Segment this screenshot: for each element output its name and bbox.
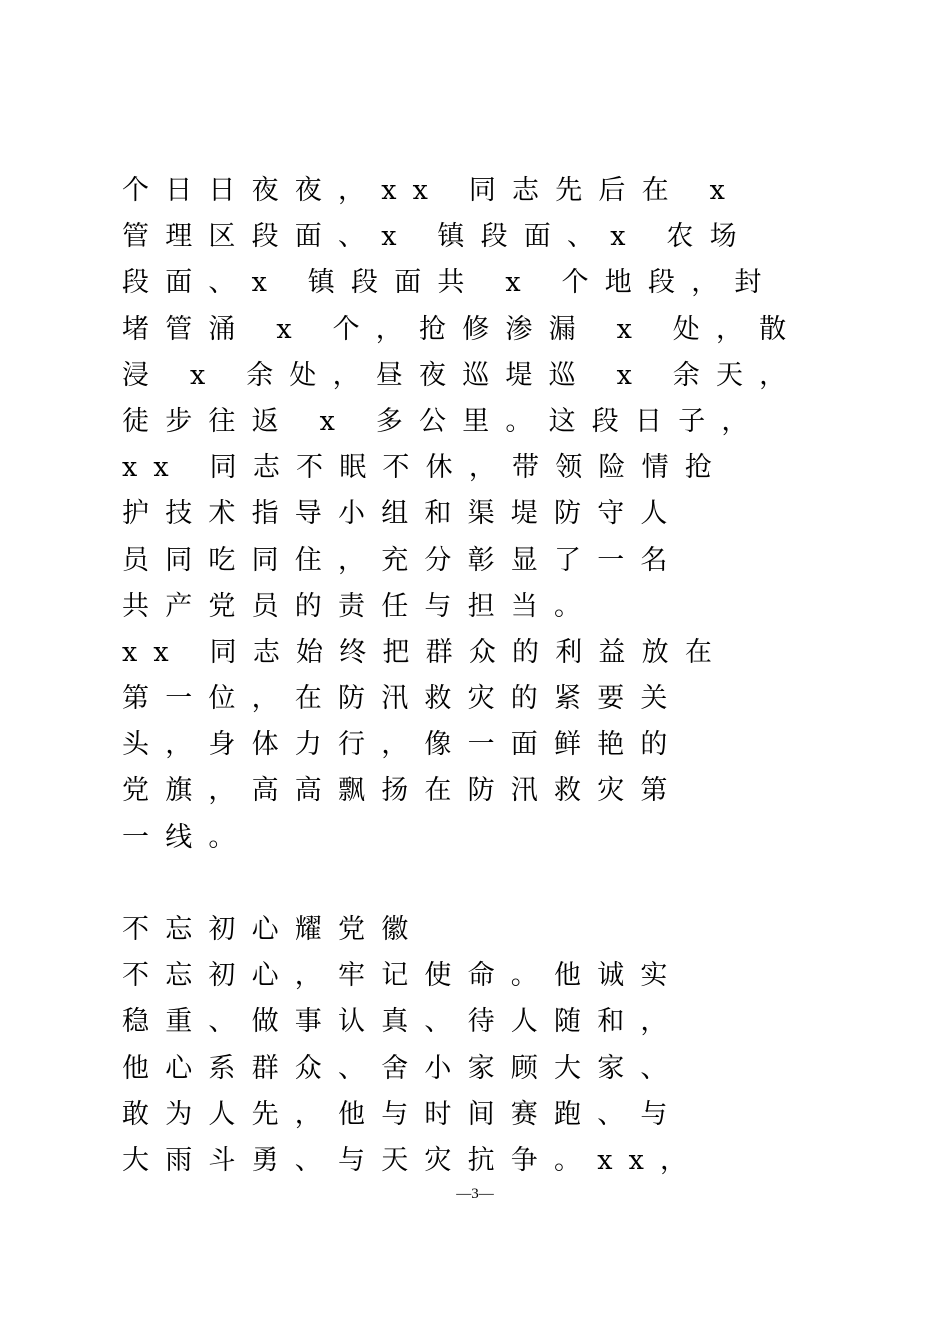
text-line: 管理区段面、x 镇段面、x 农场 [122, 221, 753, 253]
text-line: 不忘初心，牢记使命。他诚实 [122, 960, 684, 992]
text-line: 徒步往返 x 多公里。这段日子， [122, 405, 765, 437]
paragraph-2 [122, 630, 822, 861]
text-line: 他心系群众、舍小家顾大家、 [122, 1052, 684, 1084]
body-text [122, 168, 822, 1184]
text-line: 个日日夜夜，xx 同志先后在 x [122, 175, 742, 206]
page-number: —3— [456, 1186, 494, 1202]
text-line: 敢为人先，他与时间赛跑、与 [122, 1098, 684, 1130]
text-line: 稳重、做事认真、待人随和， [122, 1006, 684, 1038]
text-line: 一线。 [122, 821, 252, 853]
text-line: 堵管涌 x 个，抢修渗漏 x 处，散 [122, 313, 803, 345]
text-line: 第一位，在防汛救灾的紧要关 [122, 683, 684, 715]
text-line: 员同吃同住，充分彰显了一名 [122, 544, 684, 576]
text-line: 段面、x 镇段面共 x 个地段，封 [122, 267, 778, 299]
paragraph-3 [122, 953, 822, 1184]
paragraph-1 [122, 168, 822, 630]
text-line: 党旗，高高飘扬在防汛救灾第 [122, 775, 684, 807]
section-heading: 不忘初心耀党徽 [122, 914, 425, 945]
text-line: 共产党员的责任与担当。 [122, 590, 598, 622]
text-line: 头，身体力行，像一面鲜艳的 [122, 729, 684, 761]
blank-line [122, 861, 822, 907]
text-line: xx 同志不眠不休，带领险情抢 [122, 452, 729, 484]
text-line: 护技术指导小组和渠堤防守人 [122, 498, 684, 530]
text-line: 浸 x 余处，昼夜巡堤巡 x 余天， [122, 359, 803, 391]
text-line: 大雨斗勇、与天灾抗争。xx， [122, 1144, 704, 1176]
text-line: xx 同志始终把群众的利益放在 [122, 636, 729, 668]
